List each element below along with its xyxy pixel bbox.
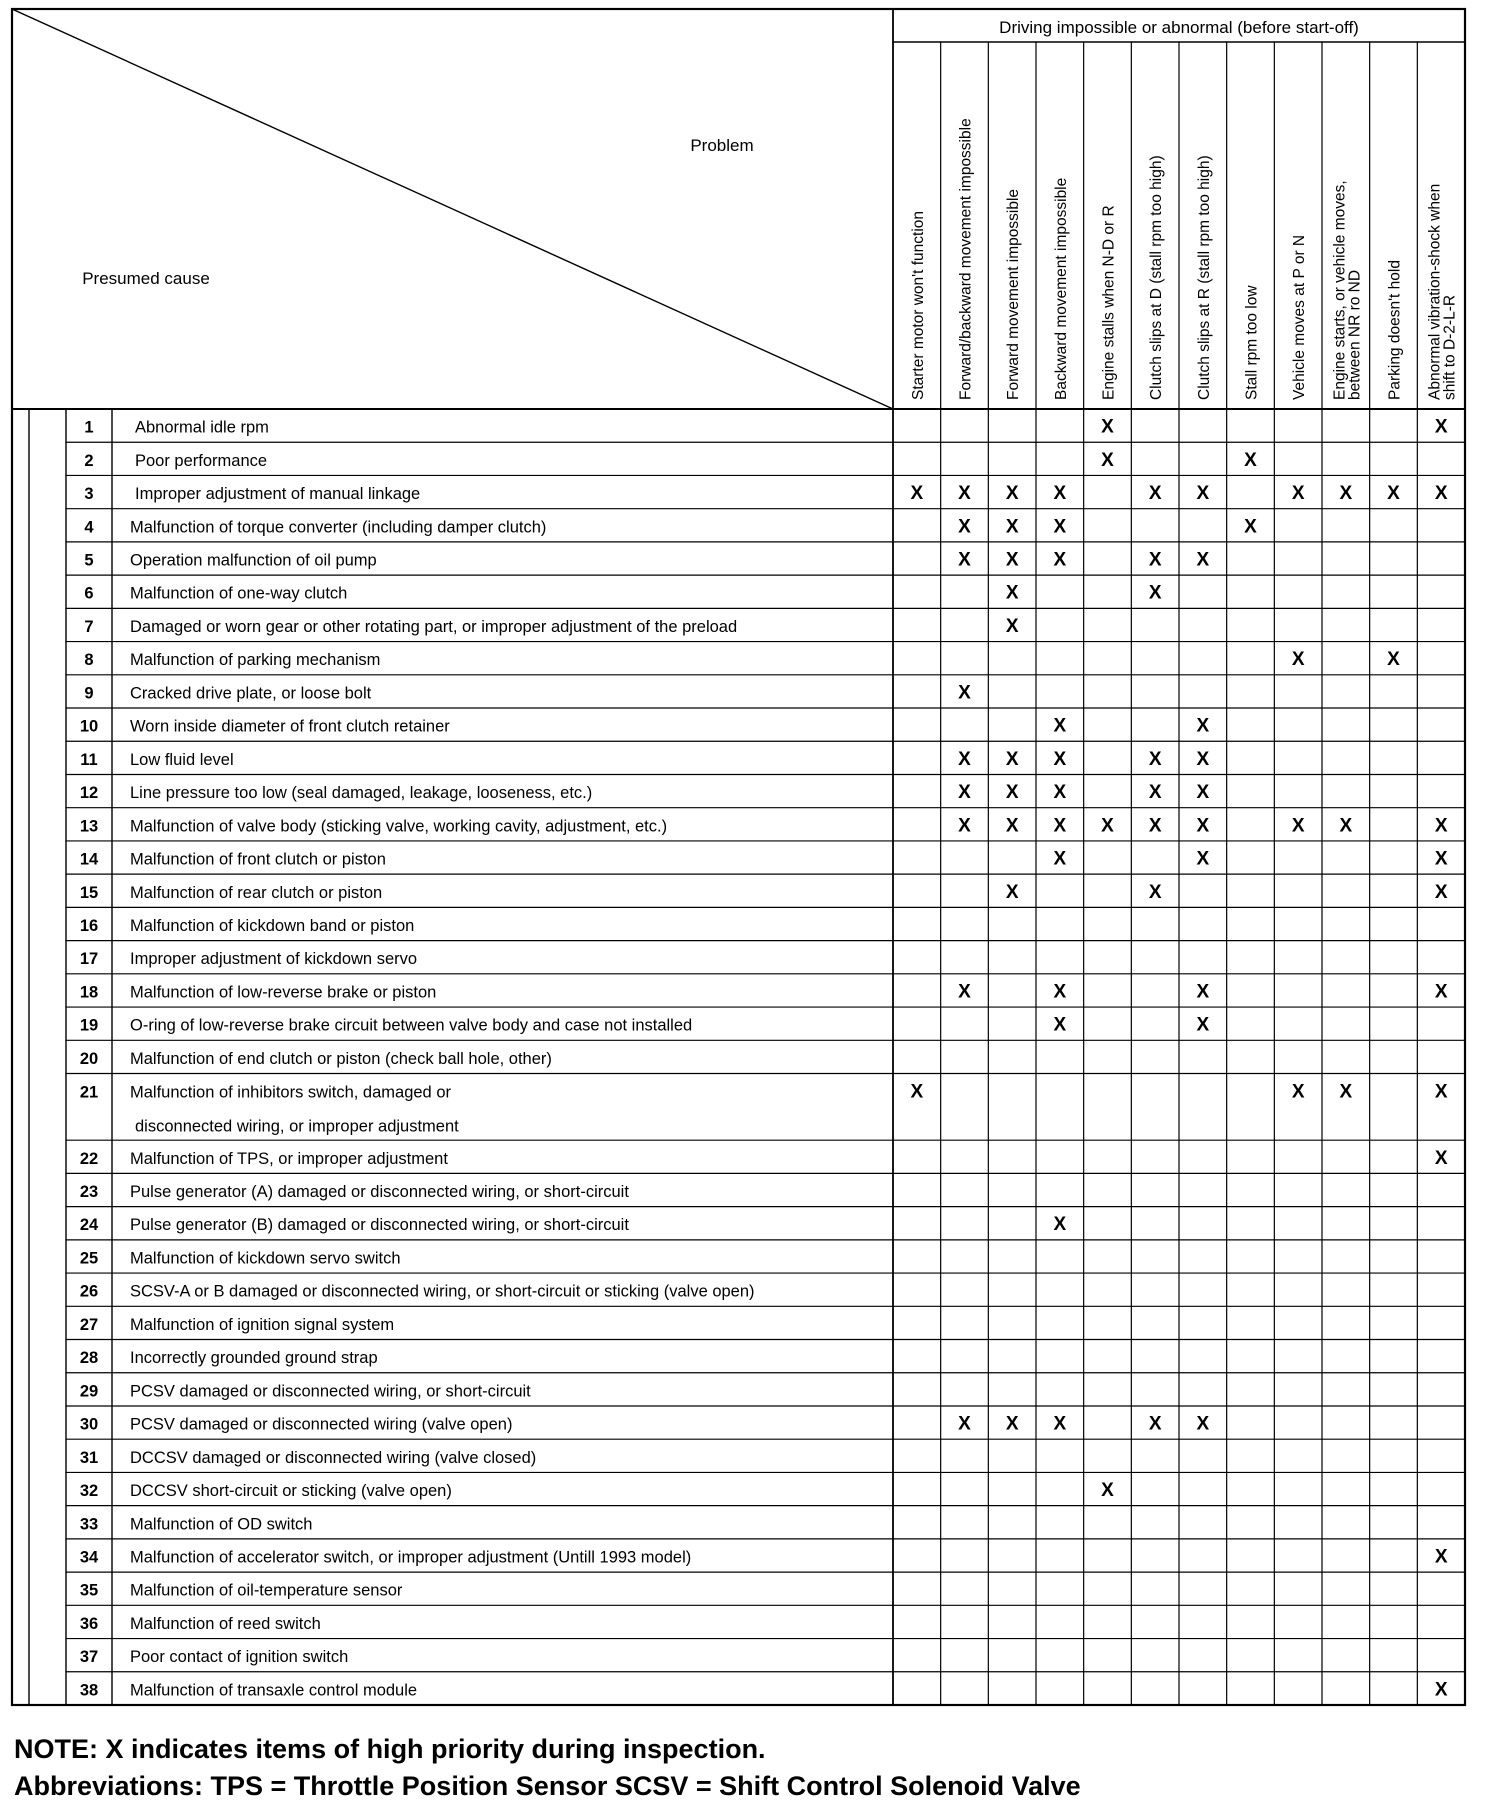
priority-mark: X <box>1196 1413 1210 1435</box>
row-number: 29 <box>79 1382 99 1401</box>
row-number: 2 <box>84 451 94 470</box>
row-number: 9 <box>84 684 94 703</box>
column-header-9: Vehicle moves at P or N <box>1291 234 1309 400</box>
table-body <box>80 417 1448 1701</box>
row-number: 6 <box>84 584 94 603</box>
row-cause-text: Worn inside diameter of front clutch retainer <box>130 717 450 736</box>
priority-mark: X <box>958 516 971 538</box>
priority-mark: X <box>1005 582 1019 604</box>
note-priority: NOTE: X indicates items of high priority during inspection. <box>14 1734 766 1764</box>
priority-mark: X <box>1339 815 1353 837</box>
priority-mark: X <box>1434 1081 1448 1103</box>
priority-mark: X <box>1053 782 1067 804</box>
column-header-6: Clutch slips at D (stall rpm too high) <box>1148 155 1166 400</box>
priority-mark: X <box>1291 1081 1305 1103</box>
priority-mark: X <box>1291 649 1305 671</box>
row-cause-text: Malfunction of transaxle control module <box>130 1681 418 1700</box>
row-cause-text: PCSV damaged or disconnected wiring (valve open) <box>130 1415 513 1434</box>
priority-mark: X <box>958 981 971 1003</box>
table-row <box>80 1349 378 1367</box>
header-diagonal <box>12 9 893 409</box>
row-number: 15 <box>79 883 99 902</box>
priority-mark: X <box>1387 649 1400 671</box>
row-cause-text: Line pressure too low (seal damaged, leakage, looseness, etc.) <box>130 784 593 803</box>
row-number: 13 <box>79 817 99 836</box>
table-row <box>80 1546 1448 1567</box>
priority-mark: X <box>1434 416 1448 438</box>
table-row <box>80 1316 394 1334</box>
priority-mark: X <box>1005 615 1019 637</box>
priority-mark: X <box>1434 981 1448 1003</box>
row-number: 17 <box>79 950 99 969</box>
table-row <box>80 1480 1114 1501</box>
priority-mark: X <box>958 815 971 837</box>
table-row <box>84 450 1257 471</box>
priority-mark: X <box>1339 483 1353 505</box>
column-header-11: Parking doesn't hold <box>1386 260 1404 400</box>
row-number: 30 <box>79 1415 99 1434</box>
table-row <box>80 882 1448 903</box>
table-row <box>80 749 1209 770</box>
row-number: 14 <box>79 850 99 869</box>
row-number: 18 <box>79 983 99 1002</box>
priority-mark: X <box>1339 1081 1353 1103</box>
priority-mark: X <box>1387 483 1400 505</box>
priority-mark: X <box>1434 815 1448 837</box>
row-number: 4 <box>84 518 94 537</box>
priority-mark: X <box>1053 549 1067 571</box>
problem-label: Problem <box>690 136 754 155</box>
row-number: 19 <box>79 1016 99 1035</box>
priority-mark: X <box>1196 782 1210 804</box>
column-header-8: Stall rpm too low <box>1243 285 1261 400</box>
priority-mark: X <box>1434 483 1448 505</box>
row-number: 23 <box>79 1183 99 1202</box>
priority-mark: X <box>1053 516 1067 538</box>
priority-mark: X <box>1053 748 1067 770</box>
priority-mark: X <box>958 549 971 571</box>
row-cause-text: Damaged or worn gear or other rotating part, or improper adjustment of the preload <box>130 617 738 636</box>
row-number: 31 <box>79 1448 99 1467</box>
priority-mark: X <box>1291 815 1305 837</box>
row-cause-text: Malfunction of front clutch or piston <box>130 850 386 869</box>
row-cause-text: Malfunction of TPS, or improper adjustment <box>130 1149 448 1168</box>
table-row <box>80 1148 1448 1169</box>
row-cause-text: Malfunction of OD switch <box>130 1515 313 1534</box>
row-cause-text: Incorrectly grounded ground strap <box>130 1349 378 1368</box>
row-cause-text: Malfunction of reed switch <box>130 1614 321 1633</box>
row-cause-text: Malfunction of end clutch or piston (check ball hole, other) <box>130 1049 552 1068</box>
table-row <box>80 849 1448 870</box>
priority-mark: X <box>1053 981 1067 1003</box>
priority-mark: X <box>1434 881 1448 903</box>
priority-mark: X <box>1053 1214 1067 1236</box>
row-cause-text: Malfunction of oil-temperature sensor <box>130 1581 403 1600</box>
priority-mark: X <box>1005 881 1019 903</box>
priority-mark: X <box>1148 549 1162 571</box>
row-cause-text: Operation malfunction of oil pump <box>130 551 377 570</box>
priority-mark: X <box>958 1413 971 1435</box>
column-header-2: Forward/backward movement impossible <box>957 118 975 400</box>
priority-mark: X <box>1005 782 1019 804</box>
priority-mark: X <box>1434 1679 1448 1701</box>
priority-mark: X <box>1434 1147 1448 1169</box>
row-cause-text: Improper adjustment of manual linkage <box>135 485 421 504</box>
table-row <box>80 917 415 935</box>
row-cause-text: Malfunction of kickdown servo switch <box>130 1249 401 1268</box>
table-row <box>80 1679 1448 1700</box>
table-header <box>82 18 1458 400</box>
row-number: 5 <box>84 551 94 570</box>
priority-mark: X <box>1101 416 1114 438</box>
priority-mark: X <box>1291 483 1305 505</box>
row-number: 24 <box>79 1216 99 1235</box>
row-cause-text: Malfunction of ignition signal system <box>130 1315 395 1334</box>
table-row <box>80 1183 629 1201</box>
priority-mark: X <box>910 1081 924 1103</box>
table-row <box>84 583 1161 604</box>
row-cause-text: Cracked drive plate, or loose bolt <box>130 684 372 703</box>
row-cause-text: DCCSV damaged or disconnected wiring (valve closed) <box>130 1448 537 1467</box>
row-cause-text: SCSV-A or B damaged or disconnected wiring, or short-circuit or sticking (valve open) <box>130 1282 755 1301</box>
priority-mark: X <box>1053 815 1067 837</box>
row-number: 22 <box>79 1149 99 1168</box>
row-cause-text: Malfunction of torque converter (including damper clutch) <box>130 518 547 537</box>
row-number: 25 <box>79 1249 99 1268</box>
row-cause-text: Malfunction of low-reverse brake or piston <box>130 983 437 1002</box>
row-cause-text: DCCSV short-circuit or sticking (valve open) <box>130 1482 452 1501</box>
priority-mark: X <box>1005 549 1019 571</box>
row-cause-text: Poor contact of ignition switch <box>130 1648 349 1667</box>
priority-mark: X <box>1101 449 1114 471</box>
row-cause-text: Malfunction of valve body (sticking valve, working cavity, adjustment, etc.) <box>130 817 668 836</box>
group-title: Driving impossible or abnormal (before start-off) <box>999 18 1359 37</box>
table-row <box>80 1449 536 1467</box>
priority-mark: X <box>1053 1014 1067 1036</box>
priority-mark: X <box>1148 582 1162 604</box>
priority-mark: X <box>1148 815 1162 837</box>
row-cause-text: Pulse generator (B) damaged or disconnected wiring, or short-circuit <box>130 1216 629 1235</box>
priority-mark: X <box>1148 782 1162 804</box>
row-cause-text: PCSV damaged or disconnected wiring, or short-circuit <box>130 1382 531 1401</box>
row-cause-text: disconnected wiring, or improper adjustment <box>135 1117 459 1136</box>
row-cause-text: O-ring of low-reverse brake circuit between valve body and case not installed <box>130 1016 693 1035</box>
note-abbreviations: Abbreviations: TPS = Throttle Position Sensor SCSV = Shift Control Solenoid Valve <box>14 1771 1081 1801</box>
row-cause-text: Pulse generator (A) damaged or disconnected wiring, or short-circuit <box>130 1183 629 1202</box>
priority-mark: X <box>1196 748 1210 770</box>
table-row <box>80 815 1448 836</box>
priority-mark: X <box>1005 483 1019 505</box>
table-row <box>84 649 1400 670</box>
row-number: 32 <box>79 1482 99 1501</box>
table-row <box>80 1615 321 1633</box>
priority-mark: X <box>958 682 971 704</box>
priority-mark: X <box>1196 848 1210 870</box>
priority-mark: X <box>1005 815 1019 837</box>
priority-mark: X <box>958 782 971 804</box>
priority-mark: X <box>1053 1413 1067 1435</box>
table-row <box>80 981 1448 1002</box>
table-row <box>80 1414 1210 1435</box>
table-row <box>80 950 417 968</box>
row-number: 21 <box>79 1083 99 1102</box>
column-header-12: Abnormal vibration-shock when <box>1426 183 1444 400</box>
priority-mark: X <box>1053 715 1067 737</box>
column-header-10: Engine starts, or vehicle moves, <box>1331 180 1349 400</box>
column-header-4: Backward movement impossible <box>1052 177 1070 400</box>
row-number: 1 <box>84 418 94 437</box>
priority-mark: X <box>958 483 971 505</box>
row-cause-text: Malfunction of rear clutch or piston <box>130 883 383 902</box>
row-number: 33 <box>79 1515 99 1534</box>
priority-mark: X <box>1101 1480 1114 1502</box>
priority-mark: X <box>1244 516 1257 538</box>
column-header-7: Clutch slips at R (stall rpm too high) <box>1195 155 1213 400</box>
priority-mark: X <box>1434 848 1448 870</box>
row-number: 7 <box>84 617 94 636</box>
row-number: 38 <box>79 1681 99 1700</box>
table-row <box>80 1015 1210 1036</box>
table-row <box>80 1082 1448 1136</box>
presumed-cause-label: Presumed cause <box>82 269 210 288</box>
priority-mark: X <box>1053 483 1067 505</box>
row-number: 26 <box>79 1282 99 1301</box>
table-row <box>84 417 1447 438</box>
row-number: 27 <box>79 1315 99 1334</box>
priority-mark: X <box>1244 449 1257 471</box>
priority-mark: X <box>1196 981 1210 1003</box>
table-row <box>84 483 1447 504</box>
column-header-12: shift to D-2-L-R <box>1441 294 1459 400</box>
priority-mark: X <box>1148 1413 1162 1435</box>
priority-mark: X <box>1005 748 1019 770</box>
row-cause-text: Improper adjustment of kickdown servo <box>130 950 418 969</box>
column-header-1: Starter motor won't function <box>909 210 927 400</box>
row-number: 28 <box>79 1349 99 1368</box>
row-cause-text: Malfunction of inhibitors switch, damaged or <box>130 1083 451 1102</box>
row-number: 11 <box>80 750 98 769</box>
row-cause-text: Low fluid level <box>130 750 234 769</box>
row-number: 8 <box>84 651 94 670</box>
table-row <box>80 1214 1067 1235</box>
table-row <box>80 1050 552 1068</box>
row-number: 12 <box>79 784 99 803</box>
priority-mark: X <box>1005 1413 1019 1435</box>
priority-mark: X <box>1101 815 1114 837</box>
table-row <box>84 682 971 703</box>
row-number: 34 <box>79 1548 99 1567</box>
row-number: 20 <box>79 1049 99 1068</box>
table-row <box>80 1582 403 1600</box>
column-header-3: Forward movement impossible <box>1005 188 1023 400</box>
table-row <box>80 1382 531 1400</box>
table-row <box>84 616 1018 637</box>
priority-mark: X <box>1434 1546 1448 1568</box>
row-number: 36 <box>79 1614 99 1633</box>
row-number: 16 <box>79 916 99 935</box>
priority-mark: X <box>1196 483 1210 505</box>
row-number: 37 <box>79 1648 99 1667</box>
priority-mark: X <box>1148 748 1162 770</box>
priority-mark: X <box>1148 881 1162 903</box>
column-header-5: Engine stalls when N-D or R <box>1100 205 1118 400</box>
priority-mark: X <box>1053 848 1067 870</box>
table-row <box>84 516 1257 537</box>
row-cause-text: Malfunction of accelerator switch, or improper adjustment (Untill 1993 model) <box>130 1548 692 1567</box>
row-number: 35 <box>79 1581 99 1600</box>
priority-mark: X <box>1196 549 1210 571</box>
priority-mark: X <box>958 748 971 770</box>
table-row <box>84 550 1209 571</box>
priority-mark: X <box>1005 516 1019 538</box>
table-row <box>80 1648 348 1666</box>
priority-mark: X <box>910 483 924 505</box>
table-row <box>80 716 1210 737</box>
row-cause-text: Malfunction of one-way clutch <box>130 584 348 603</box>
priority-mark: X <box>1148 483 1162 505</box>
priority-mark: X <box>1196 715 1210 737</box>
row-cause-text: Abnormal idle rpm <box>135 418 269 437</box>
row-cause-text: Malfunction of kickdown band or piston <box>130 916 415 935</box>
row-number: 10 <box>79 717 99 736</box>
table-row <box>80 1515 313 1533</box>
column-header-10: between NR ro ND <box>1346 269 1364 400</box>
table-row <box>80 1283 755 1301</box>
table-row <box>80 782 1210 803</box>
row-cause-text: Poor performance <box>135 451 268 470</box>
row-cause-text: Malfunction of parking mechanism <box>130 651 381 670</box>
priority-mark: X <box>1196 815 1210 837</box>
table-row <box>80 1249 401 1267</box>
row-number: 3 <box>84 485 94 504</box>
priority-mark: X <box>1196 1014 1210 1036</box>
